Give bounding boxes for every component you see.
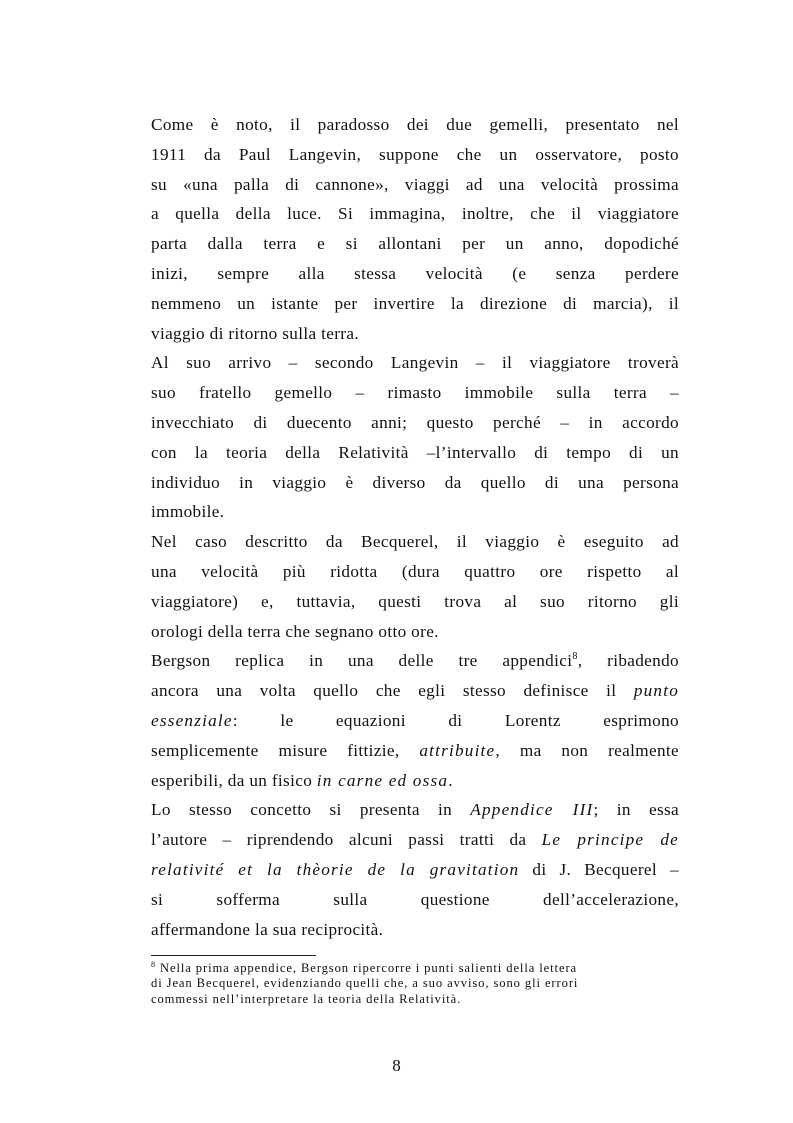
text-span: viaggiatore) e, tuttavia, questi trova al suo ritorno gli <box>151 591 679 611</box>
page-number: 8 <box>392 1056 401 1075</box>
text-span: su «una palla di cannone», viaggi ad una velocità prossima <box>151 174 679 194</box>
footnote-text: di Jean Becquerel, evidenziando quelli che, a suo avviso, sono gli errori <box>151 976 579 991</box>
text-line <box>151 229 679 259</box>
text-line <box>151 170 679 200</box>
italic-text: Appendice III <box>470 800 594 820</box>
text-span: Lo stesso concetto si presenta in <box>151 800 471 820</box>
text-span: ; in essa <box>593 800 680 820</box>
text-span: suo fratello gemello – rimasto immobile sulla terra – <box>151 383 679 403</box>
italic-text: in carne ed ossa <box>316 770 449 790</box>
text-span: a quella della luce. Si immagina, inoltre, che il viaggiatore <box>151 204 679 224</box>
text-span: si sofferma sulla questione dell’accelerazione, <box>151 889 679 909</box>
text-span: invecchiato di duecento anni; questo perché – in accordo <box>151 412 679 432</box>
italic-text: punto <box>633 681 679 701</box>
text-line <box>151 825 679 855</box>
text-span: l’autore – riprendendo alcuni passi tratti da <box>151 830 542 850</box>
text-line <box>151 706 679 736</box>
text-span: Al suo arrivo – secondo Langevin – il viaggiatore troverà <box>151 353 679 373</box>
text-span: immobile. <box>151 502 225 522</box>
text-span: ancora una volta quello che egli stesso definisce il <box>151 681 634 701</box>
text-line <box>151 319 679 349</box>
text-line <box>151 736 679 766</box>
text-line <box>151 676 679 706</box>
footnote-text: commessi nell’interpretare la teoria della Relatività. <box>151 991 462 1006</box>
text-span: parta dalla terra e si allontani per un anno, dopodiché <box>151 234 679 254</box>
text-line <box>151 915 679 945</box>
text-span: Bergson replica in una delle tre appendici <box>151 651 573 671</box>
text-span: : le equazioni di Lorentz esprimono <box>232 710 679 730</box>
text-line <box>151 885 679 915</box>
text-span: con la teoria della Relatività –l’intervallo di tempo di un <box>151 442 679 462</box>
text-line <box>151 289 679 319</box>
text-line <box>151 557 679 587</box>
text-span: affermandone la sua reciprocità. <box>151 919 384 939</box>
footnote-line <box>151 992 679 1007</box>
main-body-text <box>151 110 679 944</box>
footnote-line <box>151 976 679 991</box>
text-line <box>151 378 679 408</box>
text-span: Come è noto, il paradosso dei due gemelli, presentato nel <box>151 115 679 134</box>
text-line <box>151 438 679 468</box>
text-span: 1911 da Paul Langevin, suppone che un osservatore, posto <box>151 144 679 164</box>
text-line <box>151 468 679 498</box>
text-span: viaggio di ritorno sulla terra. <box>151 323 359 343</box>
text-span: inizi, sempre alla stessa velocità (e senza perdere <box>151 263 679 283</box>
text-span: esperibili, da un fisico <box>151 770 317 790</box>
text-line <box>151 497 679 527</box>
italic-text: Le principe de <box>541 830 679 850</box>
text-span: individuo in viaggio è diverso da quello di una persona <box>151 472 679 492</box>
text-line <box>151 766 679 796</box>
text-line <box>151 855 679 885</box>
footnote-block <box>151 961 679 1007</box>
text-span: nemmeno un istante per invertire la direzione di marcia), il <box>151 293 679 313</box>
italic-text: relativité et la thèorie de la gravitation <box>151 859 520 879</box>
footnote-reference: 8 <box>572 651 578 663</box>
text-line <box>151 527 679 557</box>
text-span: orologi della terra che segnano otto ore. <box>151 621 439 641</box>
italic-text: essenziale <box>151 710 233 730</box>
text-line <box>151 259 679 289</box>
text-line <box>151 408 679 438</box>
text-span: semplicemente misure fittizie, <box>151 740 420 760</box>
text-span: . <box>448 770 453 790</box>
text-span: una velocità più ridotta (dura quattro ore rispetto al <box>151 561 679 581</box>
footnote-separator <box>151 955 316 956</box>
text-span: , ribadendo <box>577 651 679 671</box>
text-line <box>151 587 679 617</box>
text-line <box>151 348 679 378</box>
text-line <box>151 140 679 170</box>
footnote-line <box>151 961 679 976</box>
text-line <box>151 646 679 676</box>
text-span: Nel caso descritto da Becquerel, il viaggio è eseguito ad <box>151 532 679 552</box>
text-line <box>151 617 679 647</box>
italic-text: attribuite <box>419 740 496 760</box>
text-span: di J. Becquerel – <box>519 859 679 879</box>
text-line <box>151 795 679 825</box>
footnote-text: Nella prima appendice, Bergson ripercorre i punti salienti della lettera <box>159 961 578 975</box>
text-line <box>151 199 679 229</box>
text-line <box>151 110 679 140</box>
text-span: , ma non realmente <box>495 740 679 760</box>
footnote-marker: 8 <box>151 960 156 969</box>
